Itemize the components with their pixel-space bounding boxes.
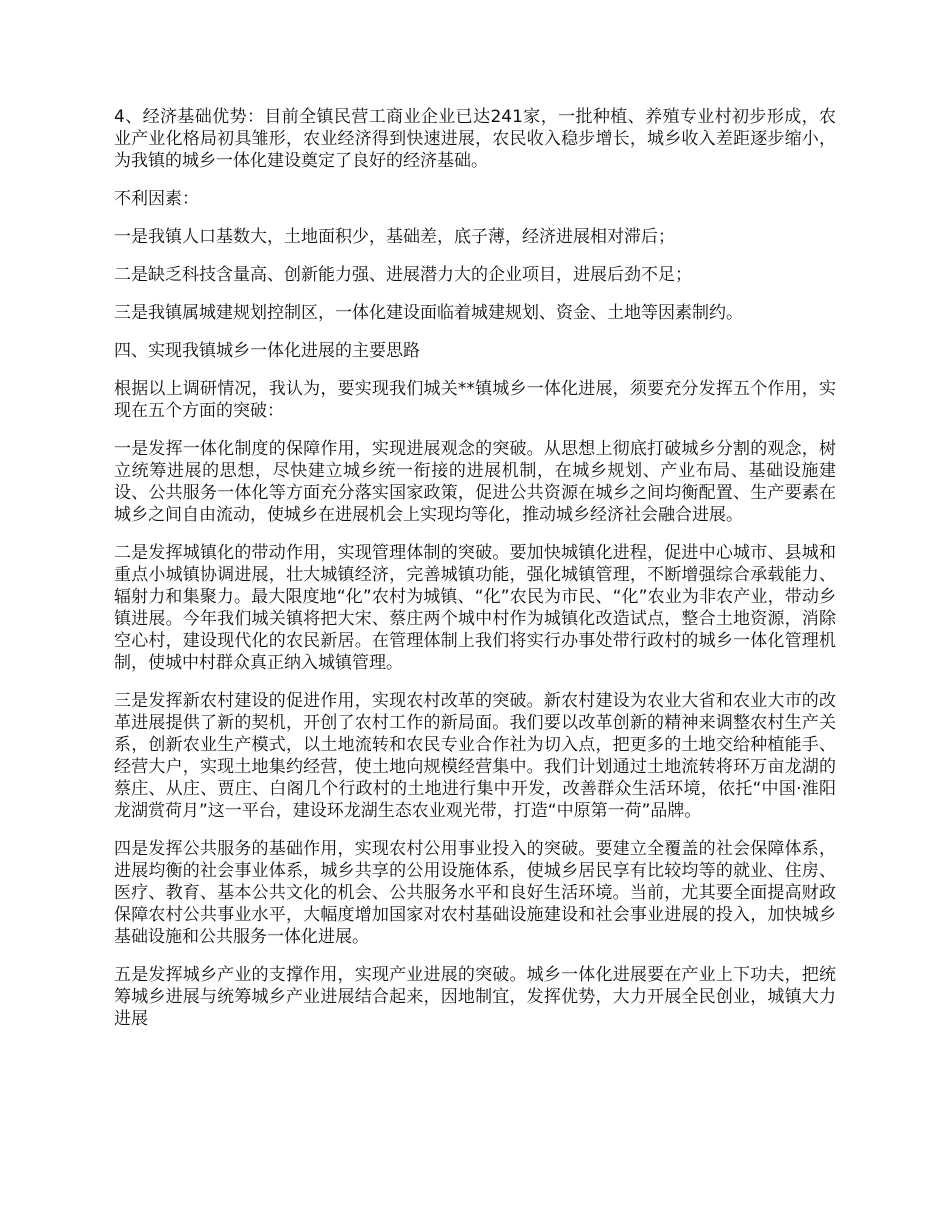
paragraph-point-five: 五是发挥城乡产业的支撑作用，实现产业进展的突破。城乡一体化进展要在产业上下功夫，把统筹城乡进展与统筹城乡产业进展结合起来，因地制宜，发挥优势，大力开展全民创业，城镇大力进展 (114, 965, 836, 1029)
section-heading-main-ideas: 四、实现我镇城乡一体化进展的主要思路 (114, 341, 420, 361)
paragraph-point-one: 一是发挥一体化制度的保障作用，实现进展观念的突破。从思想上彻底打破城乡分割的观念，树立统筹进展的思想，尽快建立城乡统一衔接的进展机制，在城乡规划、产业布局、基础设施建设、公共服务一体化等方面充分落实国家政策，促进公共资源在城乡之间均衡配置、生产要素在城乡之间自由流动，使城乡在进展机会上实现均等化，推动城乡经济社会融合进展。 (114, 439, 836, 525)
paragraph-factor-two: 二是缺乏科技含量高、创新能力强、进展潜力大的企业项目，进展后劲不足； (114, 265, 692, 285)
paragraph-point-four: 四是发挥公共服务的基础作用，实现农村公用事业投入的突破。要建立全覆盖的社会保障体系，进展均衡的社会事业体系，城乡共享的公用设施体系，使城乡居民享有比较均等的就业、住房、医疗、教育、基本公共文化的机会、公共服务水平和良好生活环境。当前，尤其要全面提高财政保障农村公共事业水平，大幅度增加国家对农村基础设施建设和社会事业进展的投入，加快城乡基础设施和公共服务一体化进展。 (114, 839, 836, 947)
paragraph-factor-one: 一是我镇人口基数大，土地面积少，基础差，底子薄，经济进展相对滞后； (114, 227, 675, 247)
paragraph-economic-foundation: 4、经济基础优势：目前全镇民营工商业企业已达241家，一批种植、养殖专业村初步形成，农业产业化格局初具雏形，农业经济得到快速进展，农民收入稳步增长，城乡收入差距逐步缩小，为我镇的城乡一体化建设奠定了良好的经济基础。 (114, 107, 836, 171)
paragraph-factor-three: 三是我镇属城建规划控制区，一体化建设面临着城建规划、资金、土地等因素制约。 (114, 303, 743, 323)
paragraph-introduction: 根据以上调研情况，我认为，要实现我们城关**镇城乡一体化进展，须要充分发挥五个作用，实现在五个方面的突破： (114, 379, 836, 421)
paragraph-point-two: 二是发挥城镇化的带动作用，实现管理体制的突破。要加快城镇化进程，促进中心城市、县城和重点小城镇协调进展，壮大城镇经济，完善城镇功能，强化城镇管理，不断增强综合承载能力、辐射力和集聚力。最大限度地“化”农村为城镇、“化”农民为市民、“化”农业为非农产业，带动乡镇进展。今年我们城关镇将把大宋、蔡庄两个城中村作为城镇化改造试点，整合土地资源，消除空心村，建设现代化的农民新居。在管理体制上我们将实行办事处带行政村的城乡一体化管理机制，使城中村群众真正纳入城镇管理。 (114, 543, 836, 673)
paragraph-point-three: 三是发挥新农村建设的促进作用，实现农村改革的突破。新农村建设为农业大省和农业大市的改革进展提供了新的契机，开创了农村工作的新局面。我们要以改革创新的精神来调整农村生产关系，创新农业生产模式，以土地流转和农民专业合作社为切入点，把更多的土地交给种植能手、经营大户，实现土地集约经营，使土地向规模经营集中。我们计划通过土地流转将环万亩龙湖的蔡庄、从庄、贾庄、白阁几个行政村的土地进行集中开发，改善群众生活环境，依托“中国·淮阳龙湖赏荷月”这一平台，建设环龙湖生态农业观光带，打造“中原第一荷”品牌。 (114, 691, 836, 821)
paragraph-unfavorable-factors-heading: 不利因素： (114, 189, 199, 209)
